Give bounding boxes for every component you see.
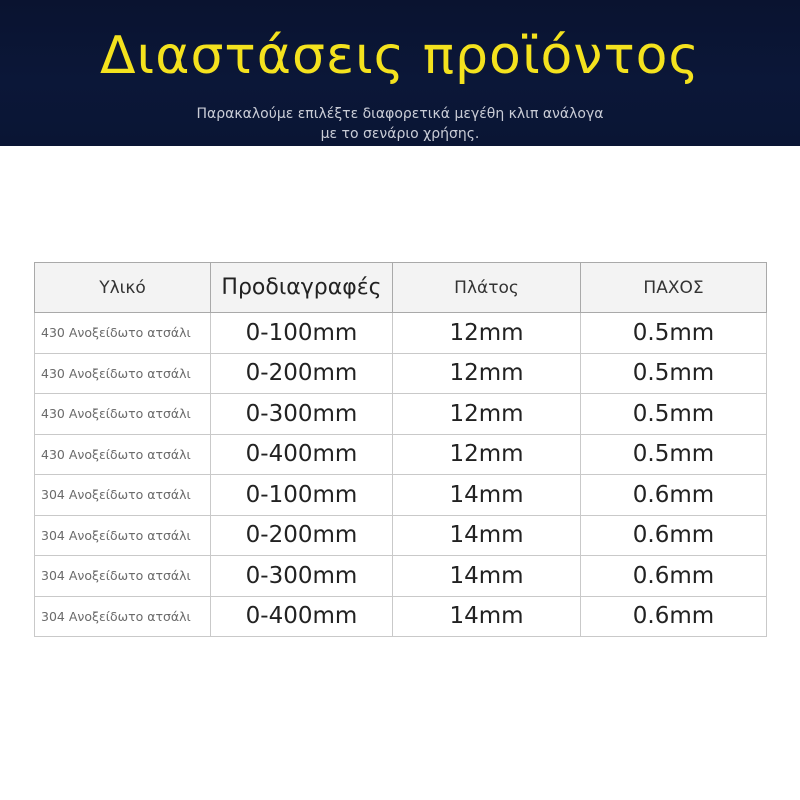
table-row xyxy=(35,475,767,516)
col-header-material: Υλικό xyxy=(35,263,211,313)
page-title: Διαστάσεις προϊόντος xyxy=(100,26,700,86)
cell-material: 430 Ανοξείδωτο ατσάλι xyxy=(35,313,211,354)
cell-width: 14mm xyxy=(393,556,581,597)
cell-thickness: 0.5mm xyxy=(581,313,767,354)
cell-width: 14mm xyxy=(393,596,581,637)
cell-material: 430 Ανοξείδωτο ατσάλι xyxy=(35,394,211,435)
cell-material: 304 Ανοξείδωτο ατσάλι xyxy=(35,556,211,597)
cell-spec: 0-200mm xyxy=(211,353,393,394)
cell-thickness: 0.5mm xyxy=(581,394,767,435)
table-row xyxy=(35,313,767,354)
cell-spec: 0-400mm xyxy=(211,596,393,637)
table-row xyxy=(35,394,767,435)
cell-thickness: 0.6mm xyxy=(581,515,767,556)
cell-width: 12mm xyxy=(393,394,581,435)
table-row xyxy=(35,556,767,597)
table-row xyxy=(35,515,767,556)
cell-width: 14mm xyxy=(393,475,581,516)
table-row xyxy=(35,434,767,475)
cell-spec: 0-100mm xyxy=(211,475,393,516)
cell-spec: 0-100mm xyxy=(211,313,393,354)
cell-thickness: 0.6mm xyxy=(581,475,767,516)
table-row xyxy=(35,596,767,637)
cell-width: 12mm xyxy=(393,353,581,394)
table-header-row xyxy=(35,263,767,313)
subtitle-line-1: Παρακαλούμε επιλέξτε διαφορετικά μεγέθη κλιπ ανάλογα xyxy=(196,106,604,122)
cell-spec: 0-300mm xyxy=(211,394,393,435)
col-header-width: Πλάτος xyxy=(393,263,581,313)
cell-spec: 0-200mm xyxy=(211,515,393,556)
subtitle-line-2: με το σενάριο χρήσης. xyxy=(320,126,480,142)
cell-thickness: 0.5mm xyxy=(581,353,767,394)
cell-material: 304 Ανοξείδωτο ατσάλι xyxy=(35,596,211,637)
page-subtitle xyxy=(170,104,630,144)
cell-thickness: 0.6mm xyxy=(581,556,767,597)
table-row xyxy=(35,353,767,394)
table-body xyxy=(35,313,767,637)
cell-material: 430 Ανοξείδωτο ατσάλι xyxy=(35,434,211,475)
cell-width: 12mm xyxy=(393,313,581,354)
specs-table xyxy=(34,262,767,637)
cell-material: 304 Ανοξείδωτο ατσάλι xyxy=(35,475,211,516)
cell-width: 12mm xyxy=(393,434,581,475)
cell-width: 14mm xyxy=(393,515,581,556)
header-banner xyxy=(0,0,800,146)
cell-material: 430 Ανοξείδωτο ατσάλι xyxy=(35,353,211,394)
cell-thickness: 0.5mm xyxy=(581,434,767,475)
cell-spec: 0-300mm xyxy=(211,556,393,597)
cell-thickness: 0.6mm xyxy=(581,596,767,637)
col-header-spec: Προδιαγραφές xyxy=(211,263,393,313)
cell-material: 304 Ανοξείδωτο ατσάλι xyxy=(35,515,211,556)
cell-spec: 0-400mm xyxy=(211,434,393,475)
col-header-thickness: ΠΑΧΟΣ xyxy=(581,263,767,313)
